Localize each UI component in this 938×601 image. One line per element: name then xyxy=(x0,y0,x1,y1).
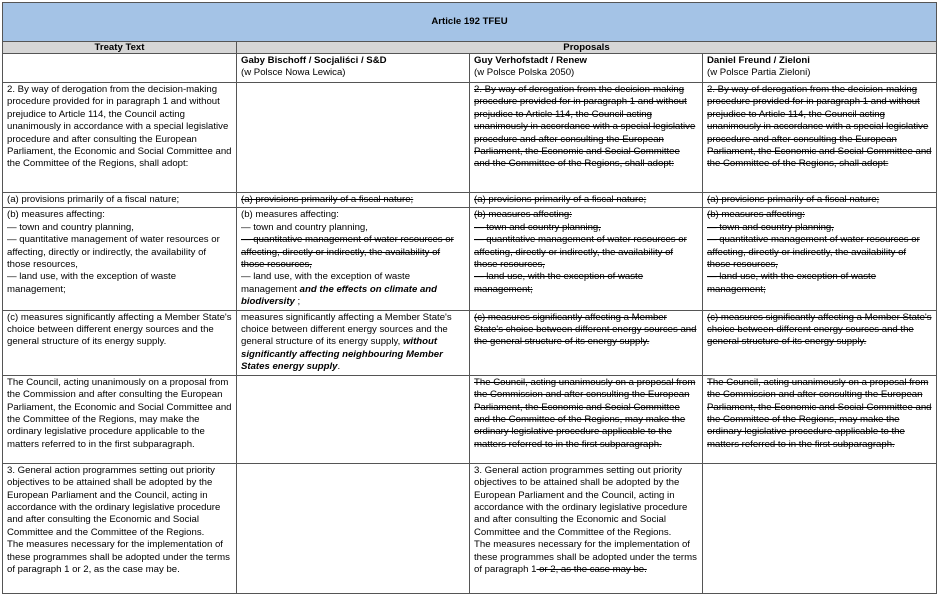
bischoff-cell xyxy=(237,193,470,208)
author-name: Daniel Freund / Zieloni xyxy=(707,55,810,66)
proposals-header: Proposals xyxy=(237,42,937,54)
table-row-point-a xyxy=(3,193,937,208)
treaty-cell: (c) measures significantly affecting a Member State's choice between different energy sources and the general structure of its energy supply. xyxy=(3,310,237,375)
bischoff-cell xyxy=(237,310,470,375)
treaty-text-header: Treaty Text xyxy=(3,42,237,54)
freund-cell xyxy=(703,310,937,375)
freund-cell xyxy=(703,463,937,593)
table-row-point-c xyxy=(3,310,937,375)
text-line: — land use, with the exception of waste management; xyxy=(7,271,177,295)
treaty-cell xyxy=(3,208,237,310)
struck-text: 2. By way of derogation from the decision-making procedure provided for in paragraph 1 and without prejudice to Article 114, the Council acting unanimously in accordance with a special legislative procedure and after consulting the European Parliament, the Economic and Social Committee and the Committee of the Regions, shall adopt: xyxy=(707,84,932,170)
text-line: (b) measures affecting: xyxy=(241,209,339,221)
text-line: — town and country planning, xyxy=(241,221,368,233)
struck-text: (c) measures significantly affecting a Member State's choice between different energy sources and the general structure of its energy supply. xyxy=(707,311,932,348)
bischoff-cell xyxy=(237,208,470,310)
author-name: Guy Verhofstadt / Renew xyxy=(474,55,588,66)
author-name: Gaby Bischoff / Socjaliści / S&D xyxy=(241,55,387,66)
struck-text: 2. By way of derogation from the decision-making procedure provided for in paragraph 1 and without prejudice to Article 114, the Council acting unanimously in accordance with a special legislative procedure and after consulting the European Parliament, the Economic and Social Committee and the Committee of the Regions, shall adopt: xyxy=(474,84,696,170)
text-line: (b) measures affecting: xyxy=(7,209,105,221)
struck-text: (a) provisions primarily of a fiscal nature; xyxy=(474,194,647,205)
text-segment: ; xyxy=(294,296,301,308)
verhofstadt-cell xyxy=(470,193,703,208)
bischoff-cell xyxy=(237,463,470,593)
table-row-council xyxy=(3,375,937,463)
text-line: — quantitative management of water resources or affecting, directly or indirectly, the availability of those resources, xyxy=(7,234,220,271)
text-segment: The measures necessary for the implementation of these programmes shall be adopted under the terms of paragraph 1 xyxy=(474,539,697,575)
text-segment: . xyxy=(337,361,341,373)
freund-cell xyxy=(703,193,937,208)
verhofstadt-cell xyxy=(470,310,703,375)
struck-text: (c) measures significantly affecting a Member State's choice between different energy sources and the general structure of its energy supply. xyxy=(474,311,697,348)
treaty-cell xyxy=(3,463,237,593)
verhofstadt-cell xyxy=(470,463,703,593)
verhofstadt-cell xyxy=(470,375,703,463)
struck-text: The Council, acting unanimously on a proposal from the Commission and after consulting the European Parliament, the Economic and Social Committee and the Committee of the Regions, may make the ordinary legislative procedure applicable to the matters referred to in the first subparagraph. xyxy=(707,376,932,450)
bischoff-cell xyxy=(237,83,470,193)
struck-text: — quantitative management of water resources or affecting, directly or indirectly, the availability of those resources, xyxy=(241,234,454,271)
freund-cell xyxy=(703,208,937,310)
text-line xyxy=(241,271,465,308)
struck-text: — land use, with the exception of waste management; xyxy=(707,271,877,295)
text-paragraph xyxy=(474,539,698,576)
verhofstadt-cell xyxy=(470,83,703,193)
struck-text: — land use, with the exception of waste management; xyxy=(474,271,644,295)
struck-text: — town and country planning, xyxy=(474,221,601,233)
struck-text: — quantitative management of water resources or affecting, directly or indirectly, the availability of those resources, xyxy=(474,234,687,271)
added-text: and the effects on climate and biodiversity xyxy=(241,283,438,308)
author-verhofstadt xyxy=(470,54,703,83)
author-freund xyxy=(703,54,937,83)
freund-cell xyxy=(703,83,937,193)
struck-text: The Council, acting unanimously on a proposal from the Commission and after consulting the European Parliament, the Economic and Social Committee and the Committee of the Regions, may make the ordinary legislative procedure applicable to the matters referred to in the first subparagraph. xyxy=(474,376,696,450)
bischoff-cell xyxy=(237,375,470,463)
author-bischoff xyxy=(237,54,470,83)
author-party: (w Polsce Nowa Lewica) xyxy=(241,67,346,79)
title-row xyxy=(3,3,937,42)
struck-text: (b) measures affecting: xyxy=(474,209,572,221)
table-row-point-b xyxy=(3,208,937,310)
text-segment: — land use, with the exception of waste management xyxy=(241,271,411,295)
authors-row xyxy=(3,54,937,83)
text-paragraph: 3. General action programmes setting out priority objectives to be attained shall be adopted by the European Parliament and the Council, acting in accordance with the ordinary legislative procedure and after consulting the Economic and Social Committee and the Committee of the Regions. xyxy=(7,464,221,538)
author-party: (w Polsce Polska 2050) xyxy=(474,67,575,79)
verhofstadt-cell xyxy=(470,208,703,310)
text-paragraph: 3. General action programmes setting out priority objectives to be attained shall be adopted by the European Parliament and the Council, acting in accordance with the ordinary legislative procedure and after consulting the Economic and Social Committee and the Committee of the Regions. xyxy=(474,464,688,538)
article-192-table xyxy=(2,2,937,594)
freund-cell xyxy=(703,375,937,463)
treaty-cell: (a) provisions primarily of a fiscal nature; xyxy=(3,193,237,208)
table-row-paragraph-2 xyxy=(3,83,937,193)
author-party: (w Polsce Partia Zieloni) xyxy=(707,67,811,79)
struck-text: (b) measures affecting: xyxy=(707,209,805,221)
text-line: — town and country planning, xyxy=(7,221,134,233)
treaty-cell: 2. By way of derogation from the decision-making procedure provided for in paragraph 1 and without prejudice to Article 114, the Council acting unanimously in accordance with a special legislative procedure and after consulting the European Parliament, the Economic and Social Committee and the Committee of the Regions, shall adopt: xyxy=(3,83,237,193)
struck-text: — quantitative management of water resources or affecting, directly or indirectly, the availability of those resources, xyxy=(707,234,920,271)
empty-cell xyxy=(3,54,237,83)
struck-text: — town and country planning, xyxy=(707,221,834,233)
table-row-paragraph-3 xyxy=(3,463,937,593)
text-segment: measures significantly affecting a Member State's choice between different energy sources and the general structure of its energy supply, xyxy=(241,311,452,348)
header-row xyxy=(3,42,937,54)
treaty-cell: The Council, acting unanimously on a proposal from the Commission and after consulting the European Parliament, the Economic and Social Committee and the Committee of the Regions, may make the ordinary legislative procedure applicable to the matters referred to in the first subparagraph. xyxy=(3,375,237,463)
table-title: Article 192 TFEU xyxy=(3,3,937,42)
struck-text: (a) provisions primarily of a fiscal nature; xyxy=(707,194,880,205)
added-text: without significantly affecting neighbouring Member States energy supply xyxy=(241,336,443,373)
struck-text: or 2, as the case may be. xyxy=(536,563,647,575)
struck-text: (a) provisions primarily of a fiscal nature; xyxy=(241,194,414,205)
text-paragraph: The measures necessary for the implementation of these programmes shall be adopted under the terms of paragraph 1 or 2, as the case may be. xyxy=(7,539,230,575)
